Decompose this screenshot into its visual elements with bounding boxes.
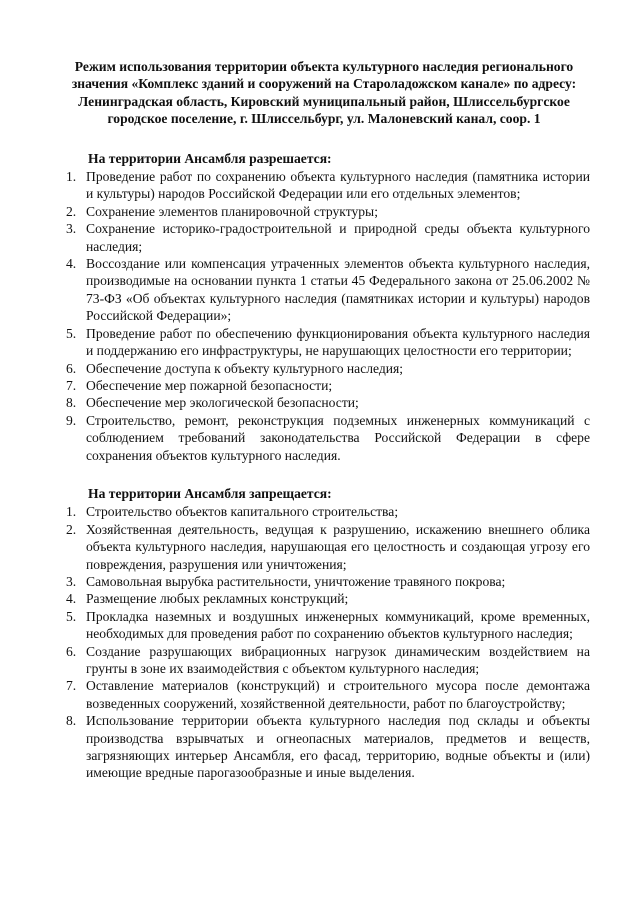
- list-item-text: Сохранение элементов планировочной структуры;: [86, 203, 378, 219]
- list-item-number: 6.: [66, 643, 77, 659]
- document-title: Режим использования территории объекта культурного наследия регионального значения «Комплекс зданий и сооружений на Староладожском канале» по адресу: Ленинградская область, Кировский муниципальный район, Шлиссельбургское городское поселение, г. Шлиссельбург, ул. Малоневский канал, соор. 1: [71, 59, 577, 127]
- list-item-number: 2.: [66, 521, 77, 537]
- list-item: [58, 412, 590, 464]
- list-item: [58, 203, 590, 220]
- list-item: [58, 521, 590, 573]
- list-item-text: Обеспечение мер пожарной безопасности;: [86, 377, 333, 393]
- list-item: [58, 220, 590, 255]
- list-item-text: Размещение любых рекламных конструкций;: [86, 591, 349, 607]
- list-item-text: Строительство объектов капитального строительства;: [86, 504, 399, 520]
- list-item-text: Проведение работ по сохранению объекта культурного наследия (памятника истории и культуры) народов Российской Федерации или его отдельных элементов;: [86, 169, 590, 202]
- list-item-number: 4.: [66, 591, 77, 607]
- list-item-number: 8.: [66, 713, 77, 729]
- list-item-text: Хозяйственная деятельность, ведущая к разрушению, искажению внешнего облика объекта культурного наследия, нарушающая его целостность и создающая угрозу его повреждения, разрушения или уничтожения;: [86, 521, 590, 572]
- list-item-number: 4.: [66, 256, 77, 272]
- list-item-number: 6.: [66, 360, 77, 376]
- list-item-text: Обеспечение доступа к объекту культурного наследия;: [86, 360, 404, 376]
- list-item-text: Использование территории объекта культурного наследия под склады и объекты производства взрывчатых и огнеопасных материалов, предметов и веществ, загрязняющих интерьер Ансамбля, его фасад, территорию, водные объекты и (или) имеющие вредные парогазообразные и иные выделения.: [86, 713, 590, 781]
- list-item-number: 1.: [66, 504, 77, 520]
- list-item-number: 1.: [66, 169, 77, 185]
- list-item: [58, 394, 590, 411]
- list-item-number: 5.: [66, 608, 77, 624]
- list-item-text: Создание разрушающих вибрационных нагрузок динамическим воздействием на грунты в зоне их взаимодействия с объектом культурного наследия;: [86, 643, 590, 676]
- list-item-text: Строительство, ремонт, реконструкция подземных инженерных коммуникаций с соблюдением требований законодательства Российской Федерации в сфере сохранения объектов культурного наследия.: [86, 412, 590, 463]
- allowed-section: [58, 150, 590, 464]
- list-item-number: 5.: [66, 325, 77, 341]
- list-item-text: Прокладка наземных и воздушных инженерных коммуникаций, кроме временных, необходимых для проведения работ по сохранению объектов культурного наследия;: [86, 608, 590, 642]
- list-item-text: Проведение работ по обеспечению функционирования объекта культурного наследия и поддержанию его инфраструктуры, не нарушающих целостности его территории;: [86, 325, 590, 359]
- forbidden-section: [58, 485, 590, 782]
- list-item-text: Сохранение историко-градостроительной и природной среды объекта культурного наследия;: [86, 221, 590, 254]
- list-item: [58, 360, 590, 377]
- list-item: [58, 677, 590, 712]
- list-item: [58, 503, 590, 520]
- list-item-number: 3.: [66, 573, 77, 589]
- list-item: [58, 377, 590, 394]
- list-item: [58, 712, 590, 782]
- list-item-text: Самовольная вырубка растительности, уничтожение травяного покрова;: [86, 573, 506, 589]
- forbidden-list: [58, 503, 590, 782]
- list-item-text: Оставление материалов (конструкций) и строительного мусора после демонтажа возведенных сооружений, хозяйственной деятельности, работ по благоустройству;: [86, 678, 590, 711]
- list-item-number: 8.: [66, 395, 77, 411]
- list-item-number: 3.: [66, 221, 77, 237]
- list-item-number: 7.: [66, 377, 77, 393]
- list-item: [58, 608, 590, 643]
- list-item: [58, 643, 590, 678]
- list-item: [58, 255, 590, 325]
- list-item-text: Обеспечение мер экологической безопасности;: [86, 395, 359, 411]
- allowed-list: [58, 168, 590, 464]
- forbidden-heading: На территории Ансамбля запрещается:: [88, 485, 332, 501]
- list-item: [58, 325, 590, 360]
- list-item: [58, 590, 590, 607]
- list-item-number: 9.: [66, 412, 77, 428]
- list-item: [58, 573, 590, 590]
- allowed-heading: На территории Ансамбля разрешается:: [88, 150, 332, 166]
- list-item-number: 2.: [66, 203, 77, 219]
- list-item: [58, 168, 590, 203]
- list-item-text: Воссоздание или компенсация утраченных элементов объекта культурного наследия, производимые на основании пункта 1 статьи 45 Федерального закона от 25.06.2002 № 73-ФЗ «Об объектах культурного наследия (памятниках истории и культуры) народов Российской Федерации»;: [86, 256, 590, 324]
- list-item-number: 7.: [66, 678, 77, 694]
